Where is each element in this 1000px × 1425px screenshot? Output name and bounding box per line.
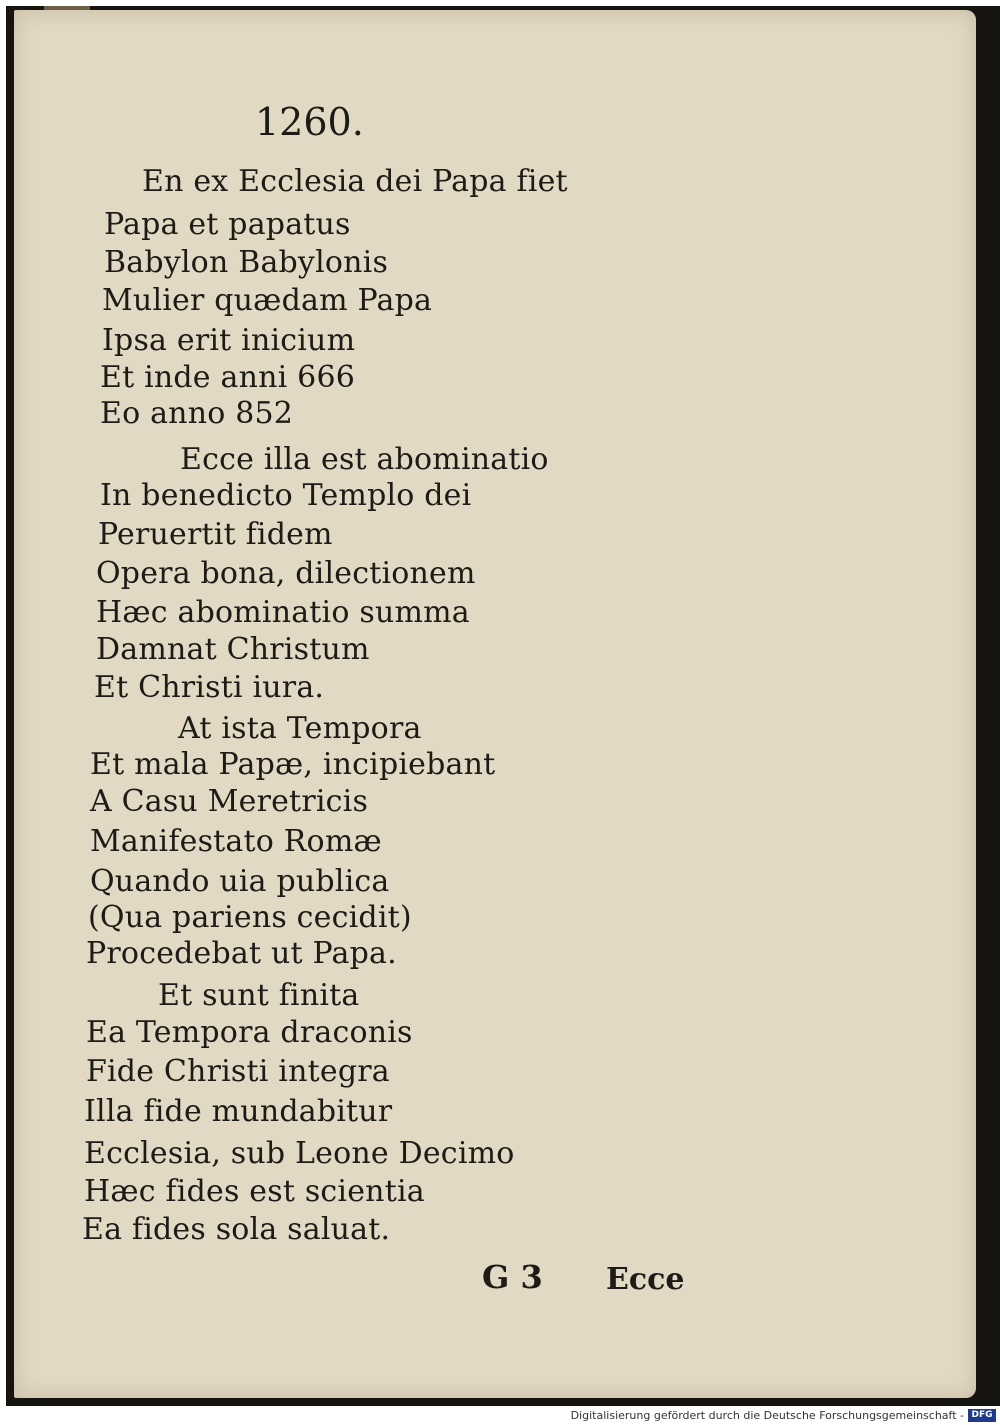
text-line: Manifestato Romæ xyxy=(90,824,382,859)
text-line: At ista Tempora xyxy=(178,711,422,746)
text-line: Et mala Papæ, incipiebant xyxy=(90,747,496,782)
text-line: Procedebat ut Papa. xyxy=(86,936,397,971)
text-line: Hæc fides est scientia xyxy=(84,1174,425,1209)
text-line: Ecclesia, sub Leone Decimo xyxy=(84,1136,515,1171)
text-line: Peruertit fidem xyxy=(98,517,333,552)
text-line: Fide Christi integra xyxy=(86,1054,390,1089)
page-number: 1260. xyxy=(255,100,364,144)
text-line: Ecce illa est abominatio xyxy=(180,442,549,477)
text-line: Et sunt finita xyxy=(158,978,360,1013)
text-line: Babylon Babylonis xyxy=(104,245,389,280)
text-line: Ea fides sola saluat. xyxy=(82,1212,391,1247)
text-line: Et inde anni 666 xyxy=(100,360,356,395)
text-line: Illa fide mundabitur xyxy=(84,1094,393,1129)
text-line: Ea Tempora draconis xyxy=(86,1015,413,1050)
text-line: (Qua pariens cecidit) xyxy=(88,900,412,935)
text-line: Hæc abominatio summa xyxy=(96,595,470,630)
text-line: Papa et papatus xyxy=(104,207,351,242)
text-line: En ex Ecclesia dei Papa fiet xyxy=(142,164,568,199)
signature-mark: G 3 xyxy=(482,1258,543,1296)
dfg-logo: DFG xyxy=(968,1409,996,1422)
catchword: Ecce xyxy=(606,1262,685,1297)
text-line: Opera bona, dilectionem xyxy=(96,556,476,591)
text-line: A Casu Meretricis xyxy=(90,784,369,819)
text-line: Et Christi iura. xyxy=(94,670,325,705)
digitization-footer xyxy=(0,1408,1000,1425)
text-line: In benedicto Templo dei xyxy=(100,478,472,513)
text-line: Damnat Christum xyxy=(96,632,370,667)
text-line: Mulier quædam Papa xyxy=(102,283,433,318)
funding-credit: Digitalisierung gefördert durch die Deutsche Forschungsgemeinschaft - xyxy=(570,1409,964,1422)
text-line: Eo anno 852 xyxy=(100,396,294,431)
text-line: Ipsa erit inicium xyxy=(102,323,356,358)
text-line: Quando uia publica xyxy=(90,864,390,899)
